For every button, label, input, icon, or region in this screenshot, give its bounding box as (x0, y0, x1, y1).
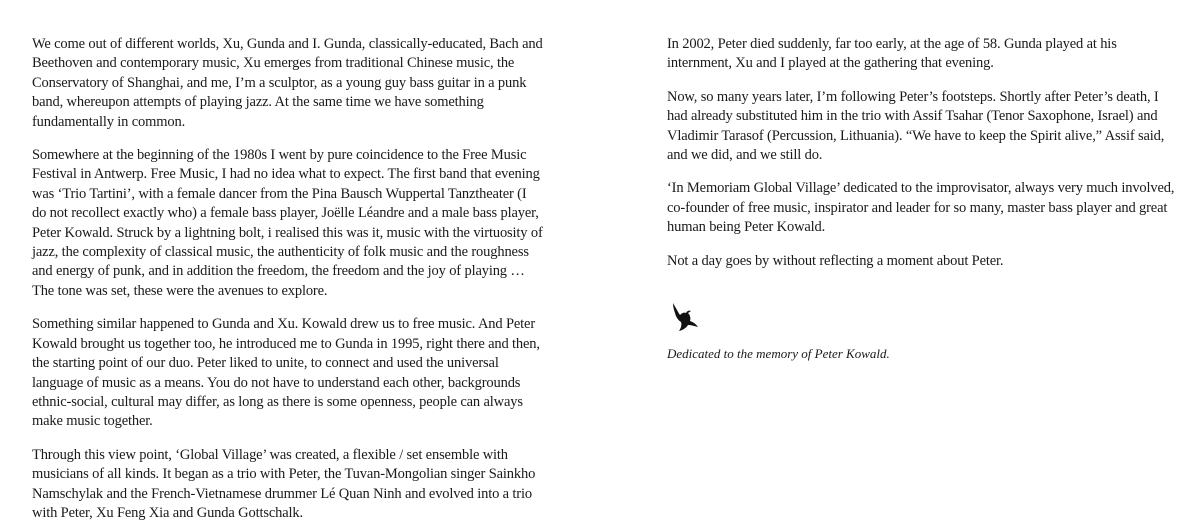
left-paragraph-1: We come out of different worlds, Xu, Gunda and I. Gunda, classically-educated, Bach and Beethoven and contemporary music, Xu emerges from traditional Chinese music, the Conservatory of Shanghai, and me, I’m a sculptor, as a young guy bass guitar in a punk band, whereupon attempts of playing jazz. At the same time we have something fundamentally in common. (32, 36, 543, 130)
left-paragraph-4: Through this view point, ‘Global Village’ was created, a flexible / set ensemble with musicians of all kinds. It began as a trio with Peter, the Tuvan-Mongolian singer Sainkho Namschylak and the French-Vietnamese drummer Lé Quan Ninh and evolved into a trio with Peter, Xu Feng Xia and Gunda Gottschalk. (32, 446, 536, 521)
right-page (667, 0, 1179, 497)
dedication-text: Dedicated to the memory of Peter Kowald. (667, 346, 890, 361)
left-paragraph-3: Something similar happened to Gunda and Xu. Kowald drew us to free music. And Peter Kowald brought us together too, he introduced me to Gunda in 1995, right there and then, the starting point of our duo. Peter liked to unite, to connect and used the universal language of music as a means. You do not have to understand each other, backgrounds ethnic-social, cultural may differ, as long as there is some openness, people can always make music together. (32, 316, 540, 430)
left-page (32, 0, 544, 521)
right-paragraph-4: Not a day goes by without reflecting a moment about Peter. (667, 252, 1004, 269)
dove-icon (667, 300, 701, 334)
right-paragraph-2: Now, so many years later, I’m following Peter’s footsteps. Shortly after Peter’s death, I had already substituted him in the trio with Assif Tsahar (Tenor Saxophone, Israel) and Vladimir Tarasof (Percussion, Lithuania). “We have to keep the Spirit alive,” Assif said, and we did, and we still do. (667, 88, 1165, 164)
left-paragraph-2: Somewhere at the beginning of the 1980s I went by pure coincidence to the Free Music Festival in Antwerp. Free Music, I had no idea what to expect. The first band that evening was ‘Trio Tartini’, with a female dancer from the Pina Bausch Wuppertal Tanztheater (I do not recollect exactly who) a female bass player, Joëlle Léandre and a male bass player, Peter Kowald. Struck by a lightning bolt, i realised this was it, music with the virtuosity of jazz, the complexity of classical music, the authenticity of folk music and the roughness and energy of punk, and in addition the freedom, the freedom and the joy of playing … The tone was set, these were the avenues to explore. (32, 147, 543, 299)
right-paragraph-3: ‘In Memoriam Global Village’ dedicated to the improvisator, always very much involved, co-founder of free music, inspirator and leader for so many, master bass player and great human being Peter Kowald. (667, 180, 1175, 236)
right-paragraph-1: In 2002, Peter died suddenly, far too early, at the age of 58. Gunda played at his internment, Xu and I played at the gathering that evening. (667, 36, 1117, 72)
